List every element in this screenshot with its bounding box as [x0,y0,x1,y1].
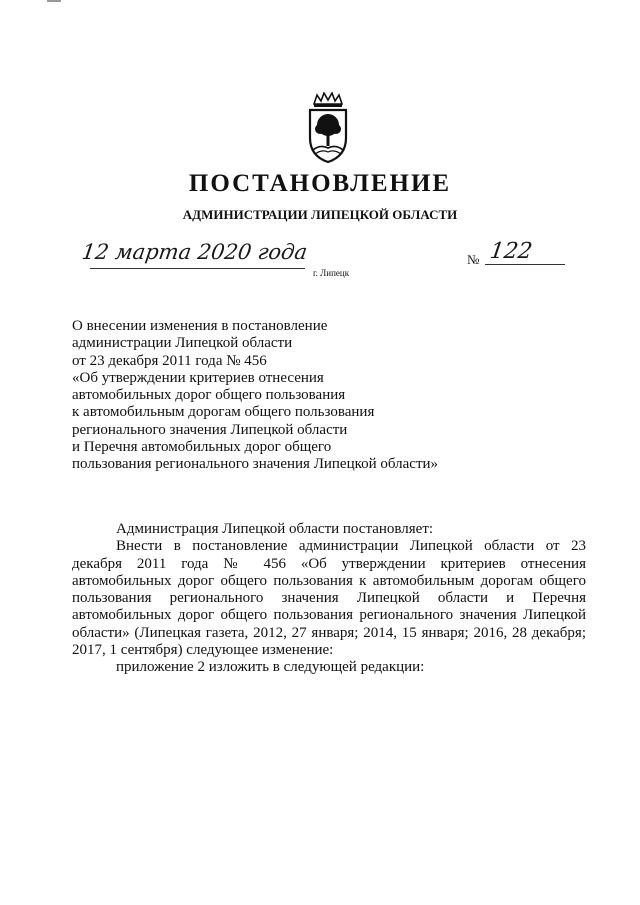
resolution-intro: Администрация Липецкой области постановляет: [116,521,434,537]
document-subject [72,318,492,474]
subject-line: О внесении изменения в постановление [72,318,328,334]
subject-line: к автомобильным дорогам общего пользования [72,404,375,421]
scan-mark [47,0,61,2]
handwritten-date: 12 марта 2020 года [80,240,309,264]
subject-line: «Об утверждении критериев отнесения [72,369,324,386]
date-underline [90,268,305,269]
document-title: ПОСТАНОВЛЕНИЕ [188,170,452,197]
number-underline [485,264,565,265]
subject-line: регионального значения Липецкой области [72,421,348,438]
coat-of-arms-icon [300,92,356,164]
subject-line: от 23 декабря 2011 года № 456 [72,352,267,369]
number-label: № [467,252,480,267]
subject-line: администрации Липецкой области [72,335,293,352]
resolution-paragraph: Внести в постановление администрации Липецкой области от 23 декабря 2011 года № 456 «Об утверждении критериев отнесения автомобильных дорог общего пользования к автомобильным дорогам общего пользования регионального значения Липецкой области и Перечня автомобильных дорог общего пользования регионального значения Липецкой области» (Липецкая газета, 2012, 27 января; 2014, 15 января; 2016, 28 декабря; 2017, 1 сентября) следующее изменение: [72,538,586,659]
subject-line: автомобильных дорог общего пользования [72,387,346,404]
handwritten-number: 122 [488,239,534,264]
subject-line: и Перечня автомобильных дорог общего [72,439,332,456]
city-label: г. Липецк [313,268,350,278]
document-subtitle: АДМИНИСТРАЦИИ ЛИПЕЦКОЙ ОБЛАСТИ [182,207,458,222]
document-body [72,521,586,677]
subject-line: пользования регионального значения Липецкой области» [72,456,439,473]
resolution-final-line: приложение 2 изложить в следующей редакции: [116,659,425,676]
